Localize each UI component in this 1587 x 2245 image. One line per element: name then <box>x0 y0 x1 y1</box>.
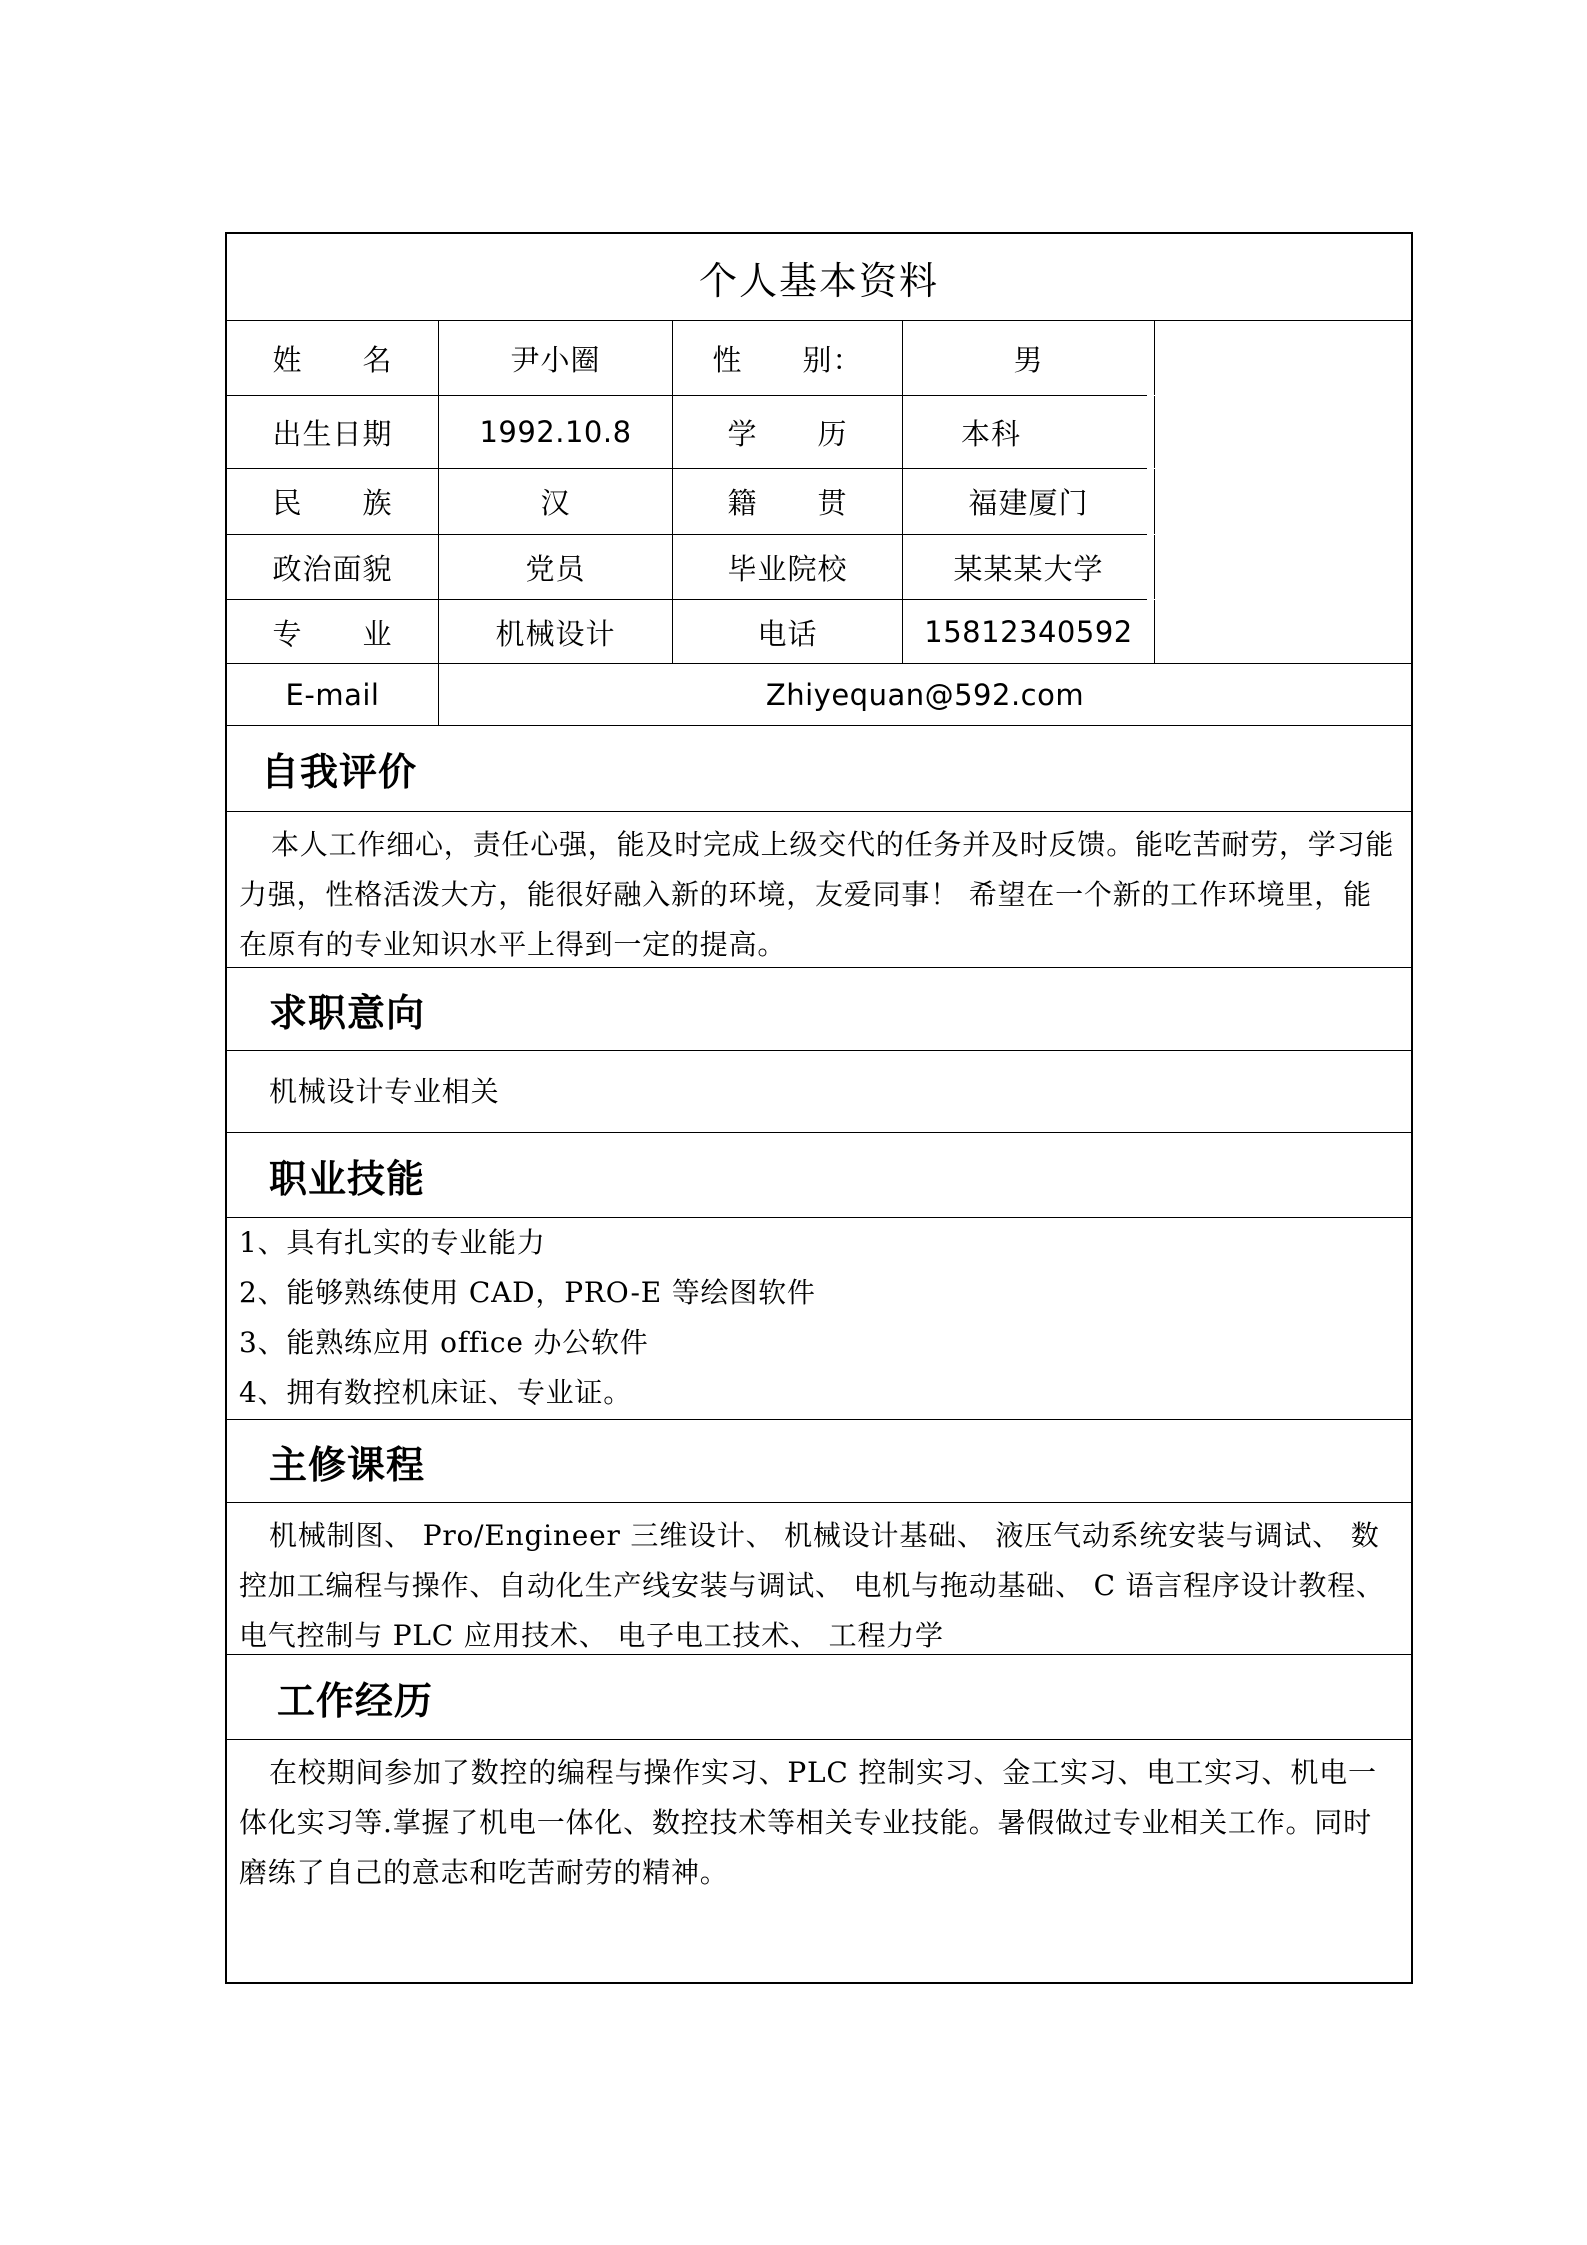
experience-body <box>227 1740 1411 1984</box>
email-row <box>227 664 1411 726</box>
value-phone: 15812340592 <box>903 600 1155 664</box>
title-row <box>227 234 1411 321</box>
value-email: Zhiyequan@592.com <box>765 677 1085 712</box>
skills-list <box>239 1218 1399 1418</box>
intent-text: 机械设计专业相关 <box>269 1075 500 1108</box>
label-birth: 出生日期 <box>227 396 439 468</box>
skills-header <box>227 1133 1411 1218</box>
experience-text: 在校期间参加了数控的编程与操作实习、PLC 控制实习、金工实习、电工实习、机电一体化实习等.掌握了机电一体化、数控技术等相关专业技能。暑假做过专业相关工作。同时磨练了自己的意志和吃苦耐劳的精神。 <box>239 1756 1377 1889</box>
skill-item: 1、具有扎实的专业能力 <box>239 1226 546 1259</box>
courses-text: 机械制图、 Pro/Engineer 三维设计、 机械设计基础、 液压气动系统安装与调试、 数控加工编程与操作、自动化生产线安装与调试、 电机与拖动基础、 C 语言程序设计教程、 电气控制与 PLC 应用技术、 电子电工技术、 工程力学 <box>239 1519 1385 1652</box>
skill-item: 2、能够熟练使用 CAD，PRO-E 等绘图软件 <box>239 1276 816 1309</box>
experience-title: 工作经历 <box>277 1678 434 1723</box>
value-birth: 1992.10.8 <box>439 396 673 468</box>
value-ethnicity: 汉 <box>439 469 673 534</box>
label-ethnicity: 民 族 <box>227 469 439 534</box>
label-political: 政治面貌 <box>227 535 439 599</box>
label-gender: 性 别： <box>673 321 903 395</box>
skills-body <box>227 1218 1411 1420</box>
label-major: 专 业 <box>227 600 439 664</box>
page-title: 个人基本资料 <box>698 258 939 303</box>
self-eval-title: 自我评价 <box>261 750 418 794</box>
photo-area <box>227 321 1411 664</box>
intent-body <box>227 1051 1411 1133</box>
label-email: E-mail <box>227 664 439 725</box>
label-school: 毕业院校 <box>673 535 903 599</box>
self-eval-header <box>227 726 1411 812</box>
value-education: 本科 <box>903 396 1155 468</box>
label-phone: 电话 <box>673 600 903 664</box>
skills-title: 职业技能 <box>269 1156 426 1201</box>
value-hometown: 福建厦门 <box>903 469 1155 534</box>
value-political: 党员 <box>439 535 673 599</box>
label-education: 学 历 <box>673 396 903 468</box>
courses-body <box>227 1503 1411 1655</box>
courses-header <box>227 1420 1411 1503</box>
value-name: 尹小圈 <box>439 321 673 395</box>
self-eval-text: 本人工作细心，责任心强，能及时完成上级交代的任务并及时反馈。能吃苦耐劳，学习能力强，性格活泼大方，能很好融入新的环境，友爱同事！ 希望在一个新的工作环境里，能在原有的专业知识水平上得到一定的提高。 <box>239 828 1395 961</box>
resume-table <box>225 232 1413 1984</box>
label-hometown: 籍 贯 <box>673 469 903 534</box>
value-gender: 男 <box>903 321 1155 395</box>
value-school: 某某某大学 <box>903 535 1155 599</box>
courses-title: 主修课程 <box>269 1442 426 1487</box>
skill-item: 4、拥有数控机床证、专业证。 <box>239 1376 633 1409</box>
label-name: 姓 名 <box>227 321 439 395</box>
value-major: 机械设计 <box>439 600 673 664</box>
experience-header <box>227 1655 1411 1740</box>
self-eval-body <box>227 812 1411 968</box>
intent-title: 求职意向 <box>269 990 426 1035</box>
skill-item: 3、能熟练应用 office 办公软件 <box>239 1326 649 1359</box>
intent-header <box>227 968 1411 1051</box>
